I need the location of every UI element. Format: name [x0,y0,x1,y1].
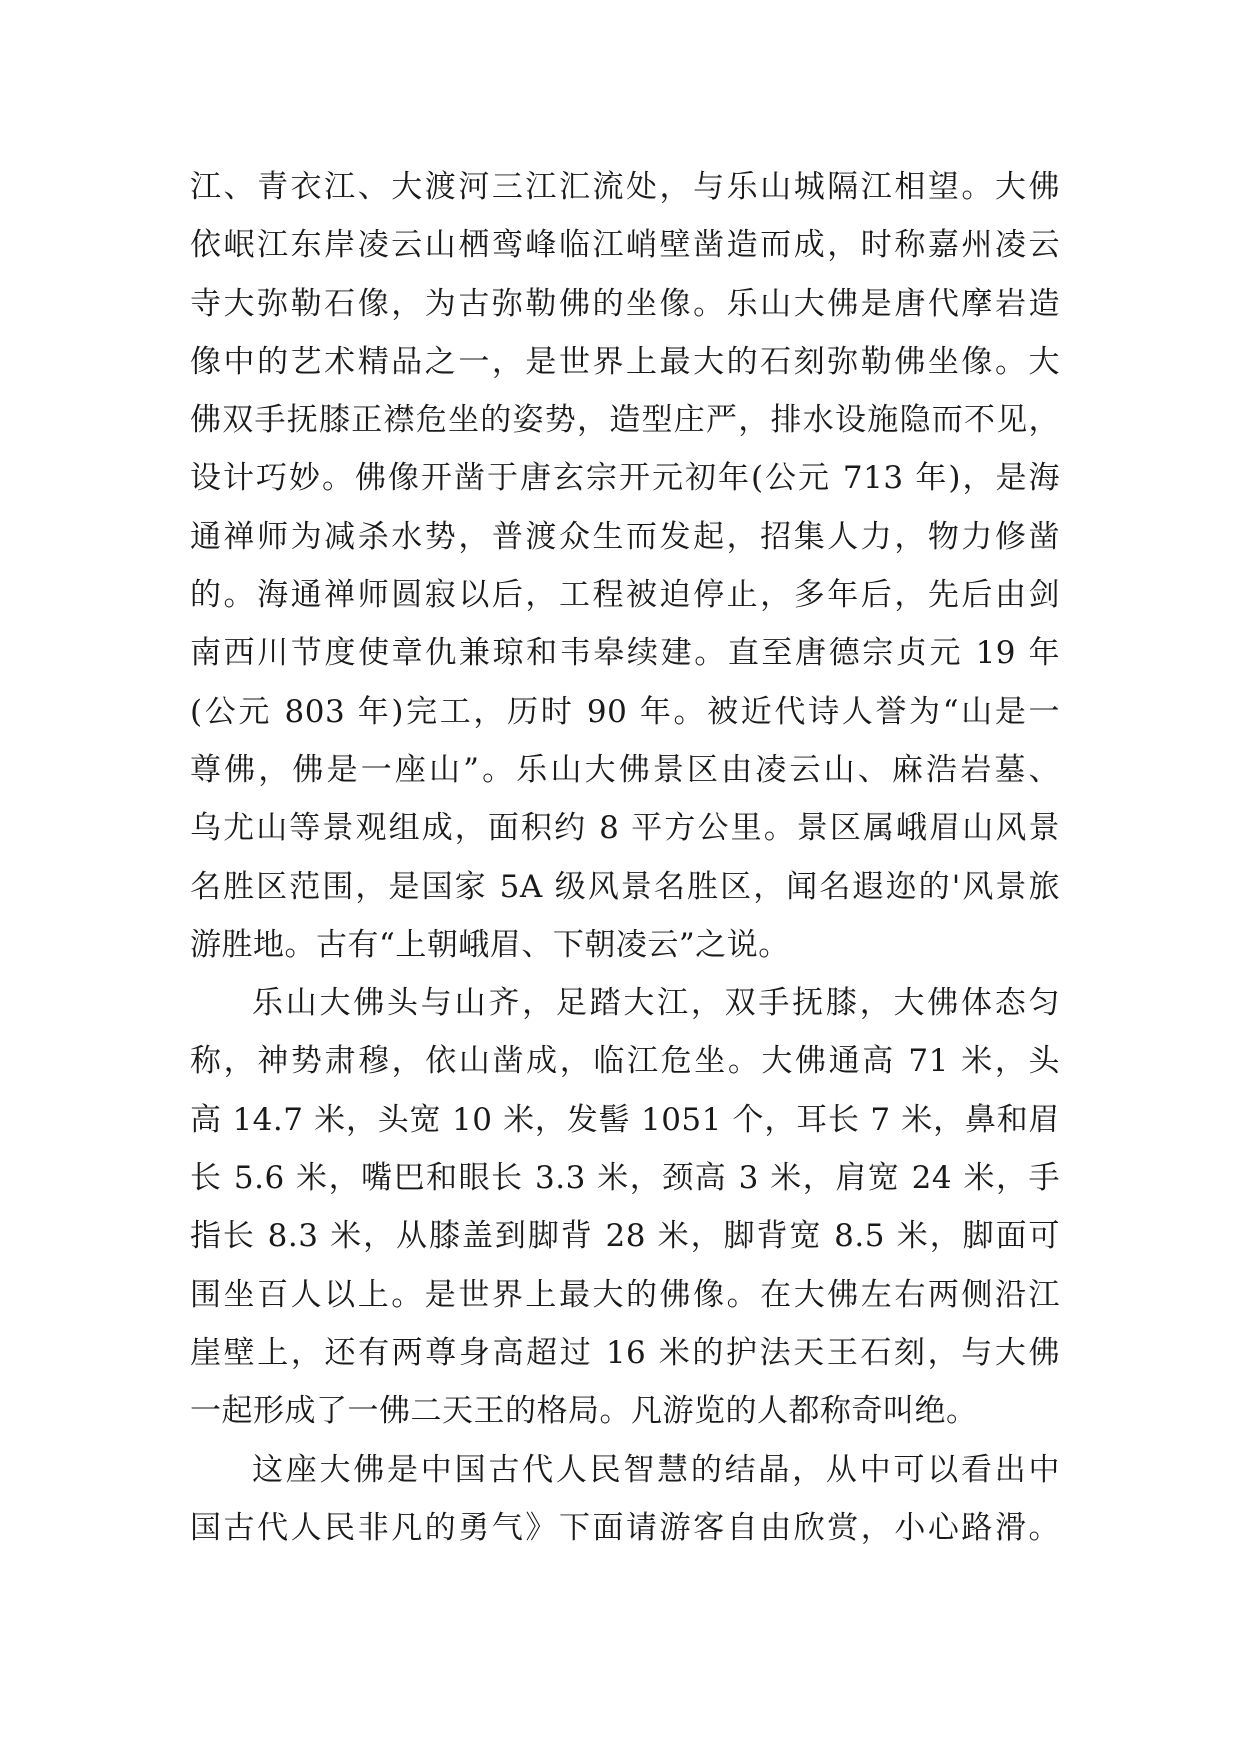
text-line: (公元 803 年)完工，历时 90 年。被近代诗人誉为“山是一 [190,693,1060,730]
text-line: 乌尤山等景观组成，面积约 8 平方公里。景区属峨眉山风景 [190,810,1060,847]
text-line: 江、青衣江、大渡河三江汇流处，与乐山城隔江相望。大佛 [190,169,1060,205]
text-line: 通禅师为减杀水势，普渡众生而发起，招集人力，物力修凿 [190,518,1060,555]
paragraph-3 [190,1441,1060,1558]
text-line: 围坐百人以上。是世界上最大的佛像。在大佛左右两侧沿江 [190,1276,1060,1313]
text-line: 依岷江东岸凌云山栖鸾峰临江峭壁凿造而成，时称嘉州凌云 [190,227,1060,264]
text-line: 乐山大佛头与山齐，足踏大江，双手抚膝，大佛体态匀 [252,985,1060,1022]
text-line: 崖壁上，还有两尊身高超过 16 米的护法天王石刻，与大佛 [190,1334,1060,1371]
text-line: 这座大佛是中国古代人民智慧的结晶，从中可以看出中 [252,1451,1060,1488]
text-line: 尊佛，佛是一座山”。乐山大佛景区由凌云山、麻浩岩墓、 [190,751,1060,788]
text-line: 高 14.7 米，头宽 10 米，发髻 1051 个，耳长 7 米，鼻和眉 [190,1101,1060,1138]
text-line: 寺大弥勒石像，为古弥勒佛的坐像。乐山大佛是唐代摩岩造 [190,285,1060,322]
paragraph-1 [190,158,1060,974]
text-line: 国古代人民非凡的勇气》下面请游客自由欣赏，小心路滑。 [190,1509,1060,1546]
text-line: 名胜区范围，是国家 5A 级风景名胜区，闻名遐迩的'风景旅 [190,868,1060,905]
text-line: 一起形成了一佛二天王的格局。凡游览的人都称奇叫绝。 [190,1393,978,1430]
text-line: 佛双手抚膝正襟危坐的姿势，造型庄严，排水设施隐而不见， [190,402,1060,439]
text-line: 游胜地。古有“上朝峨眉、下朝凌云”之说。 [190,926,790,963]
text-line: 称，神势肃穆，依山凿成，临江危坐。大佛通高 71 米，头 [190,1043,1060,1080]
paragraph-2 [190,974,1060,1440]
text-line: 的。海通禅师圆寂以后，工程被迫停止，多年后，先后由剑 [190,577,1060,614]
text-line: 长 5.6 米，嘴巴和眼长 3.3 米，颈高 3 米，肩宽 24 米，手 [190,1160,1060,1197]
text-line: 指长 8.3 米，从膝盖到脚背 28 米，脚背宽 8.5 米，脚面可 [190,1218,1060,1255]
text-line: 像中的艺术精品之一，是世界上最大的石刻弥勒佛坐像。大 [190,343,1060,380]
text-line: 南西川节度使章仇兼琼和韦皋续建。直至唐德宗贞元 19 年 [190,635,1060,672]
document-body [190,158,1060,1557]
text-line: 设计巧妙。佛像开凿于唐玄宗开元初年(公元 713 年)，是海 [190,460,1060,497]
